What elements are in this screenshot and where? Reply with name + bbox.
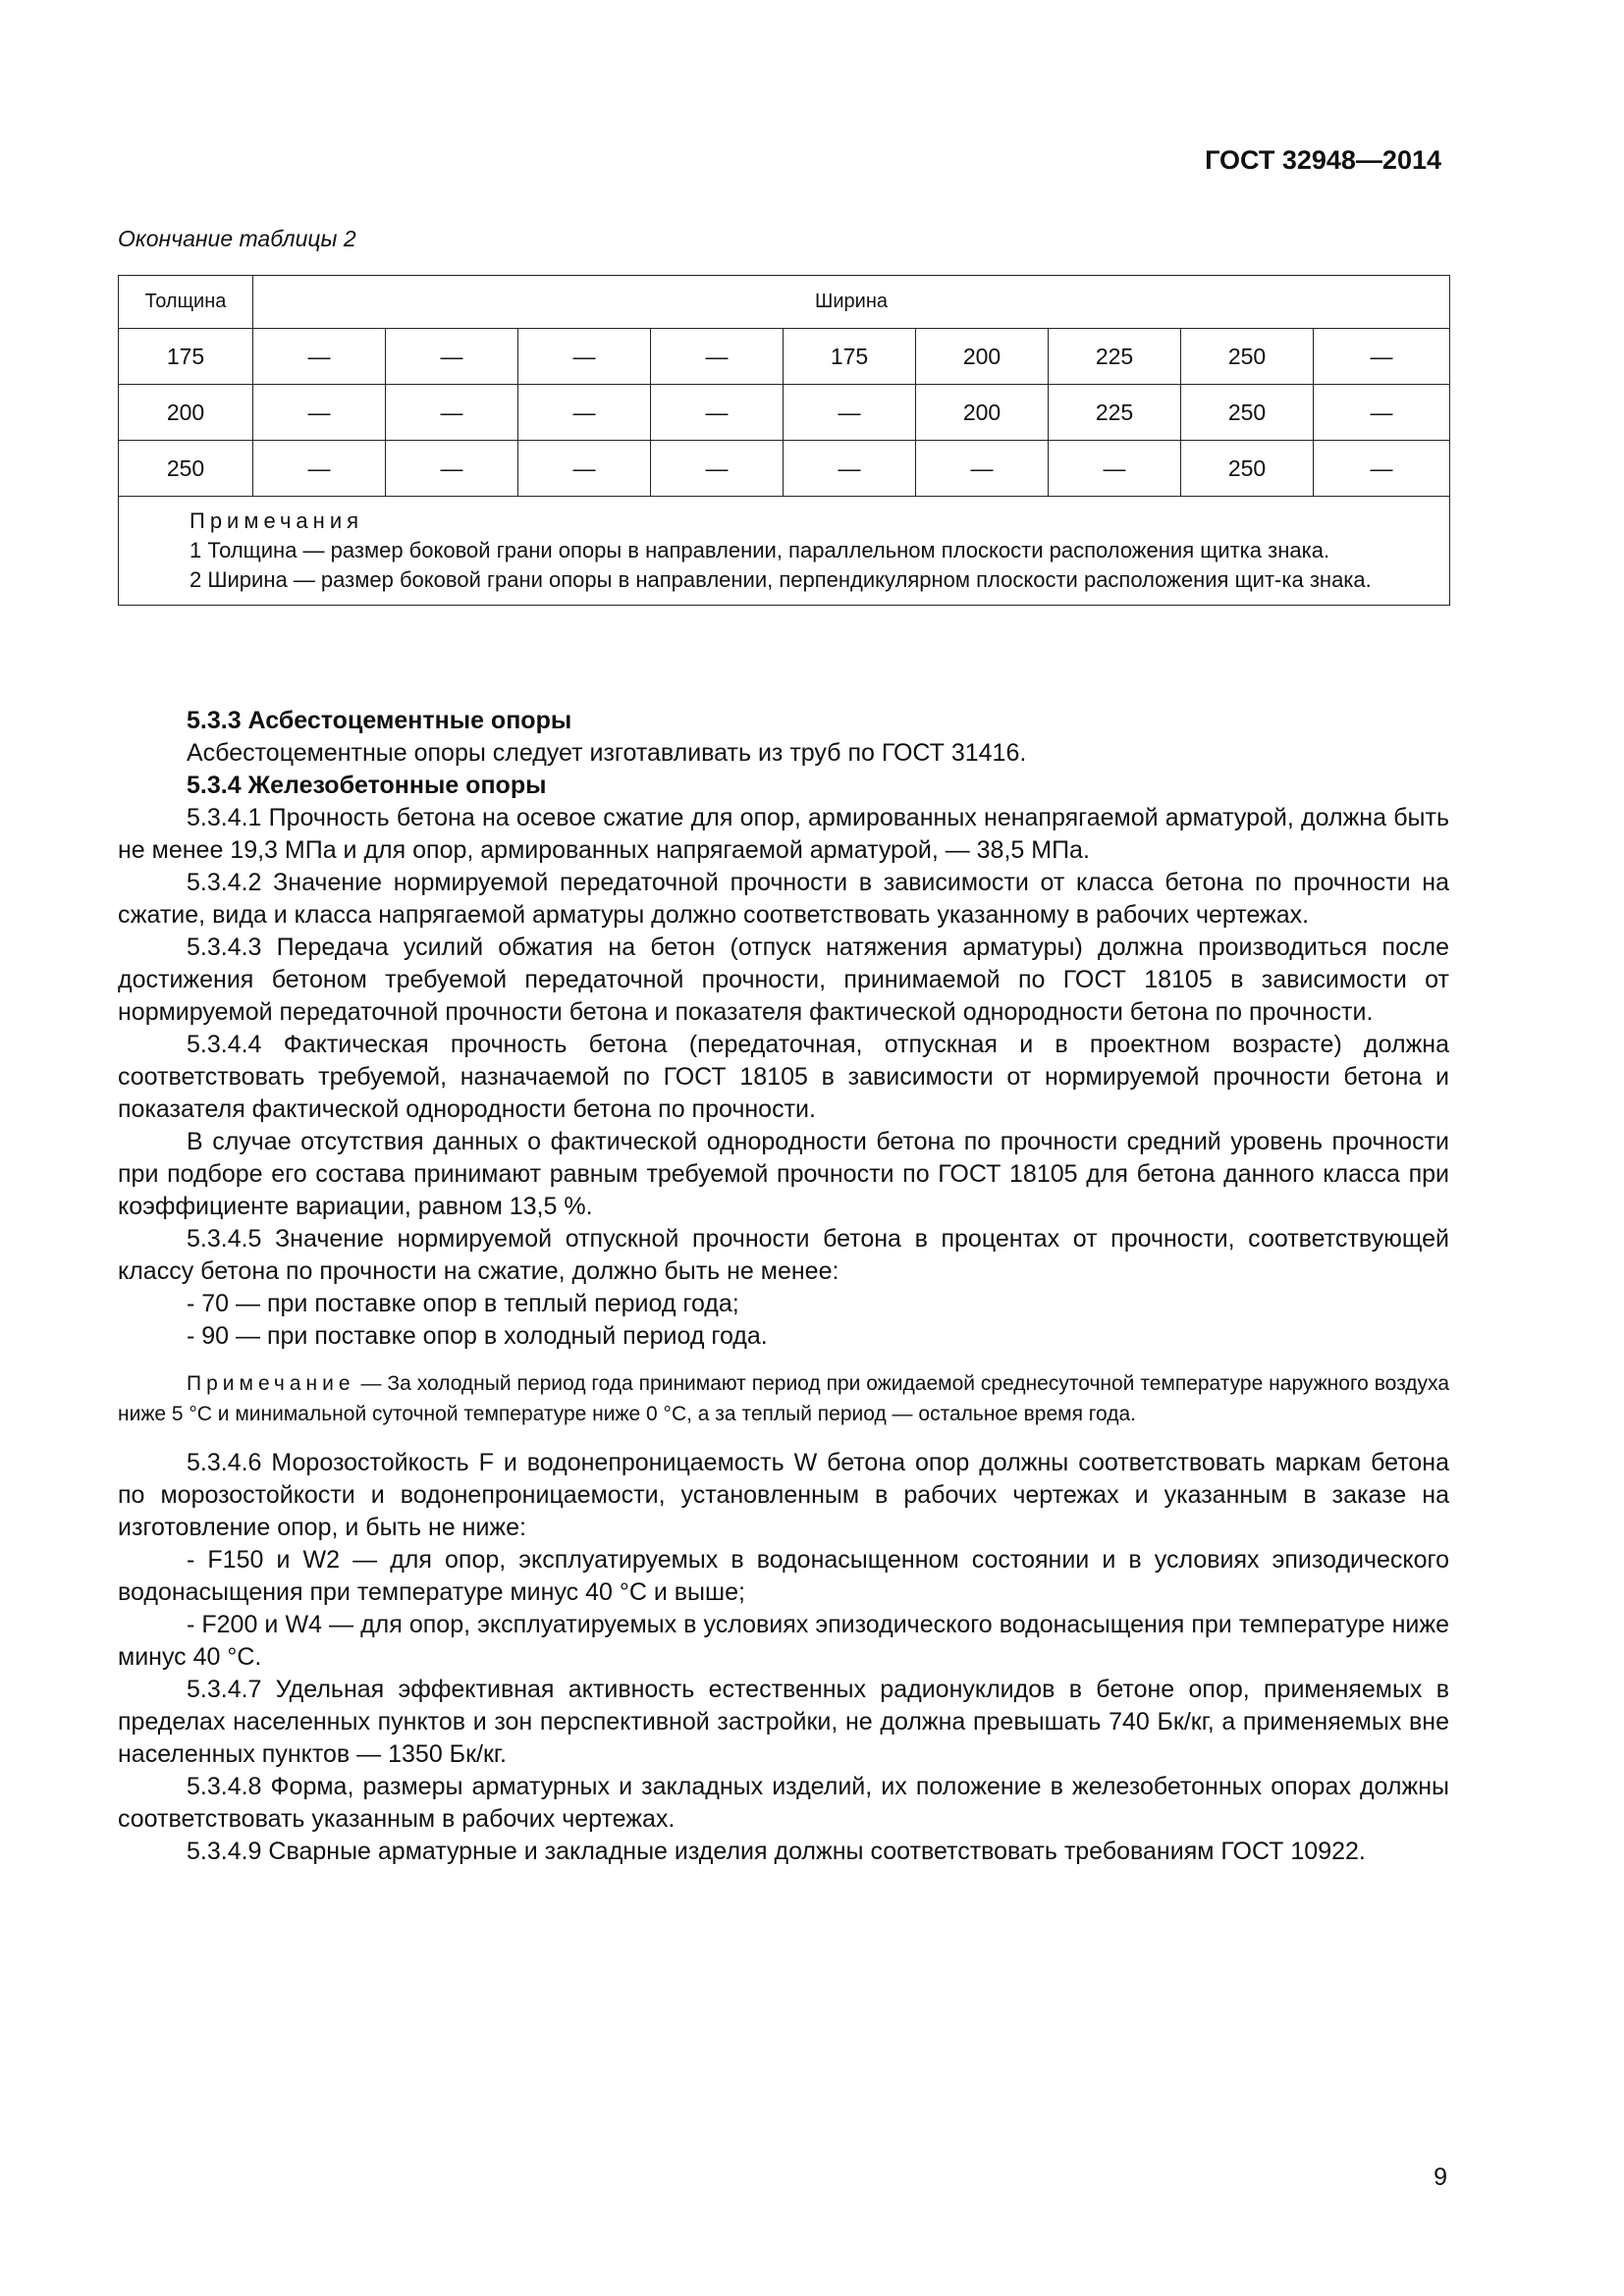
width-cell: —	[1049, 441, 1181, 497]
list-item: - F200 и W4 — для опор, эксплуатируемых в условиях эпизодического водонасыщения при температуре ниже минус 40 °С.	[118, 1611, 1449, 1671]
width-cell: —	[916, 441, 1049, 497]
heading-5-3-3: 5.3.3 Асбестоцементные опоры	[187, 707, 572, 734]
paragraph: 5.3.4.4 Фактическая прочность бетона (передаточная, отпускная и в проектном возрасте) должна соответствовать требуемой, назначаемой по ГОСТ 18105 в зависимости от нормируемой прочности бетона и показателя фактической однородности бетона по прочности.	[118, 1031, 1449, 1123]
thickness-cell: 175	[119, 329, 253, 385]
paragraph: 5.3.4.5 Значение нормируемой отпускной прочности бетона в процентах от прочности, соответствующей классу бетона по прочности на сжатие, должно быть не менее:	[118, 1225, 1449, 1285]
width-cell: 250	[1181, 441, 1314, 497]
list-item: - 70 — при поставке опор в теплый период года;	[187, 1290, 739, 1317]
dimensions-table	[118, 275, 1450, 606]
document-code: ГОСТ 32948—2014	[1205, 145, 1441, 175]
width-cell: —	[1314, 385, 1450, 441]
list-item: - F150 и W2 — для опор, эксплуатируемых в водонасыщенном состоянии и в условиях эпизодического водонасыщения при температуре минус 40 °С и выше;	[118, 1546, 1449, 1606]
paragraph: 5.3.4.3 Передача усилий обжатия на бетон (отпуск натяжения арматуры) должна производиться после достижения бетоном требуемой передаточной прочности, принимаемой по ГОСТ 18105 в зависимости от нормируемой передаточной прочности бетона и показателя фактической однородности бетона по прочности.	[118, 934, 1449, 1026]
note-label: Примечание	[187, 1372, 355, 1395]
width-cell: 225	[1049, 385, 1181, 441]
width-cell: 250	[1181, 385, 1314, 441]
heading-5-3-4: 5.3.4 Железобетонные опоры	[187, 772, 547, 799]
table-body	[119, 329, 1450, 497]
width-cell: —	[1314, 329, 1450, 385]
width-cell: 200	[916, 329, 1049, 385]
paragraph: 5.3.4.8 Форма, размеры арматурных и закладных изделий, их положение в железобетонных опорах должны соответствовать указанным в рабочих чертежах.	[118, 1773, 1449, 1833]
thickness-cell: 200	[119, 385, 253, 441]
width-cell: —	[253, 441, 386, 497]
header-thickness: Толщина	[119, 276, 253, 329]
width-cell: 250	[1181, 329, 1314, 385]
width-cell: —	[518, 441, 651, 497]
table-notes	[119, 497, 1450, 606]
paragraph: 5.3.4.9 Сварные арматурные и закладные изделия должны соответствовать требованиям ГОСТ 10922.	[187, 1838, 1366, 1865]
body-text	[118, 705, 1449, 1868]
list-item: - 90 — при поставке опор в холодный период года.	[187, 1322, 768, 1350]
width-cell: —	[253, 385, 386, 441]
width-cell: —	[386, 441, 518, 497]
notes-title: Примечания	[189, 508, 364, 533]
width-cell: 200	[916, 385, 1049, 441]
paragraph: Асбестоцементные опоры следует изготавливать из труб по ГОСТ 31416.	[187, 739, 1027, 767]
width-cell: —	[1314, 441, 1450, 497]
width-cell: —	[651, 441, 784, 497]
paragraph: 5.3.4.1 Прочность бетона на осевое сжатие для опор, армированных ненапрягаемой арматурой, должна быть не менее 19,3 МПа и для опор, армированных напрягаемой арматурой, — 38,5 МПа.	[118, 804, 1449, 864]
width-cell: 175	[784, 329, 916, 385]
width-cell: —	[784, 441, 916, 497]
width-cell: —	[518, 385, 651, 441]
table-row	[119, 441, 1450, 497]
width-cell: —	[386, 385, 518, 441]
paragraph: В случае отсутствия данных о фактической однородности бетона по прочности средний уровень прочности при подборе его состава принимают равным требуемой прочности по ГОСТ 18105 для бетона данного класса при коэффициенте вариации, равном 13,5 %.	[118, 1128, 1449, 1220]
header-width: Ширина	[253, 276, 1450, 329]
table-row	[119, 329, 1450, 385]
thickness-cell: 250	[119, 441, 253, 497]
width-cell: —	[784, 385, 916, 441]
paragraph: 5.3.4.6 Морозостойкость F и водонепроницаемость W бетона опор должны соответствовать маркам бетона по морозостойкости и водонепроницаемости, установленным в рабочих чертежах и указанным в заказе на изготовление опор, и быть не ниже:	[118, 1449, 1449, 1541]
paragraph: 5.3.4.2 Значение нормируемой передаточной прочности в зависимости от класса бетона по прочности на сжатие, вида и класса напрягаемой арматуры должно соответствовать указанному в рабочих чертежах.	[118, 869, 1449, 929]
paragraph: 5.3.4.7 Удельная эффективная активность естественных радионуклидов в бетоне опор, применяемых в пределах населенных пунктов и зон перспективной застройки, не должна превышать 740 Бк/кг, а применяемых вне населенных пунктов — 1350 Бк/кг.	[118, 1676, 1449, 1768]
note	[118, 1368, 1449, 1429]
width-cell: —	[386, 329, 518, 385]
width-cell: —	[651, 329, 784, 385]
width-cell: —	[518, 329, 651, 385]
width-cell: —	[253, 329, 386, 385]
note-text: — За холодный период года принимают период при ожидаемой среднесуточной температуре наружного воздуха ниже 5 °С и минимальной суточной температуре ниже 0 °С, а за теплый период — остальное время года.	[118, 1372, 1449, 1425]
note-2: 2 Ширина — размер боковой грани опоры в направлении, перпендикулярном плоскости расположения щит-ка знака.	[189, 567, 1372, 592]
width-cell: 225	[1049, 329, 1181, 385]
note-1: 1 Толщина — размер боковой грани опоры в направлении, параллельном плоскости расположения щитка знака.	[189, 538, 1330, 562]
width-cell: —	[651, 385, 784, 441]
page-number: 9	[1434, 2163, 1447, 2191]
table-caption: Окончание таблицы 2	[118, 226, 356, 251]
table-row	[119, 385, 1450, 441]
